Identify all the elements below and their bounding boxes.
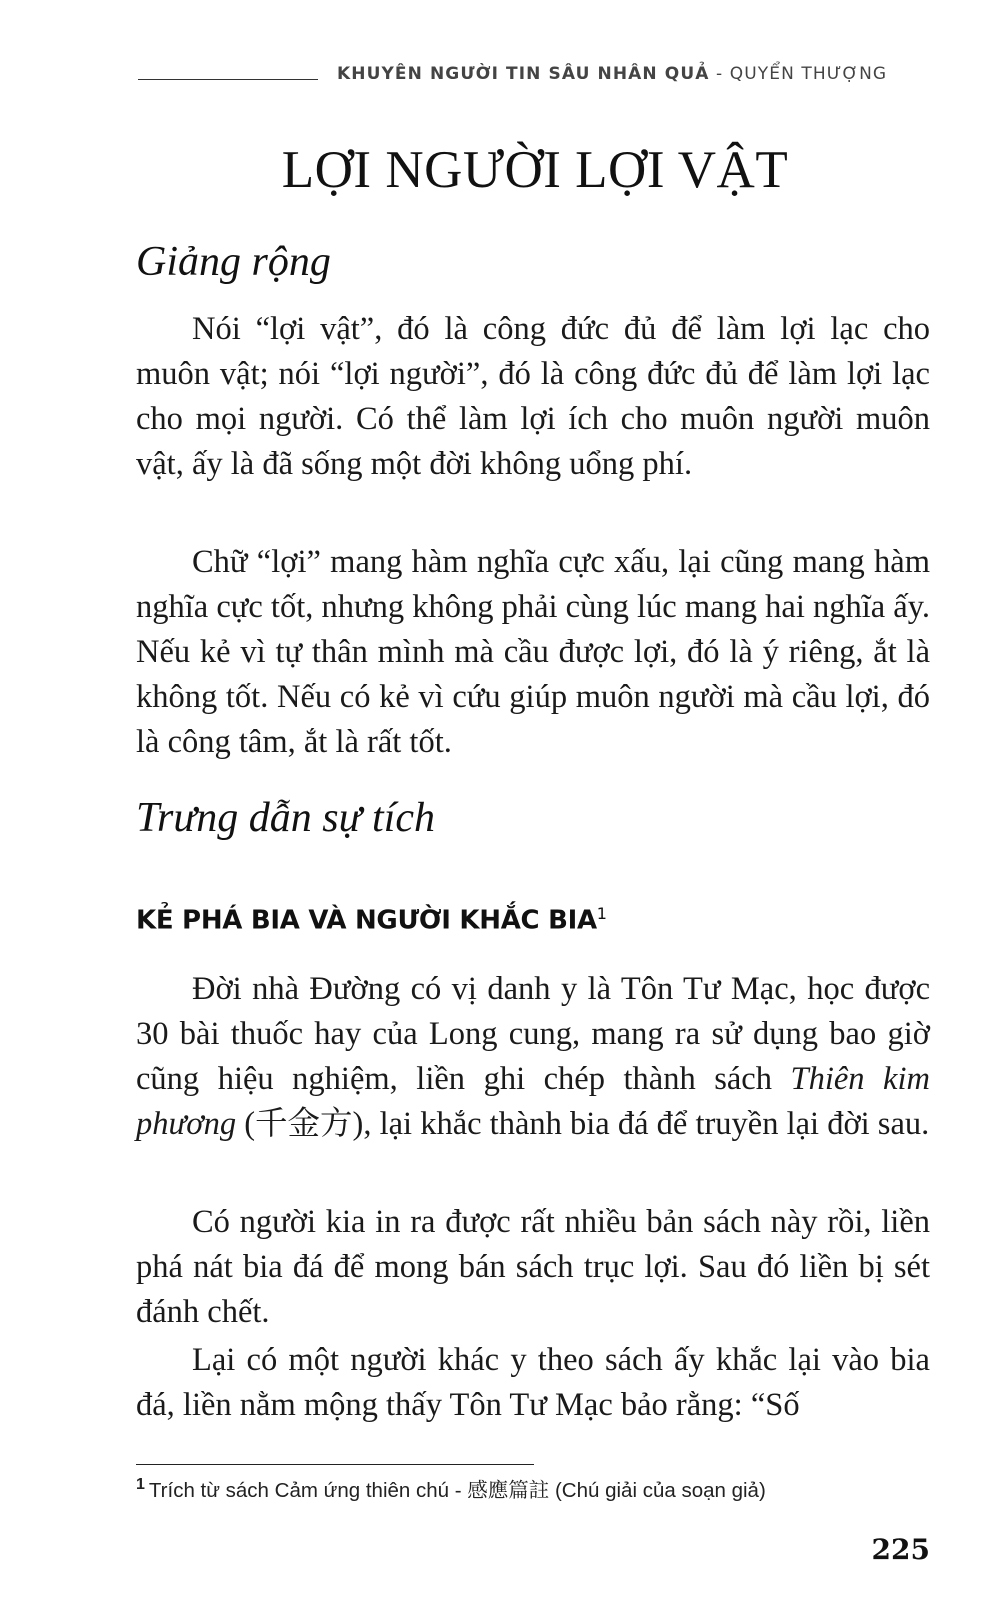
footnote-rule bbox=[136, 1464, 534, 1465]
story-paragraph-1 bbox=[136, 967, 930, 1147]
story-paragraph-3: Lại có một người khác y theo sách ấy khắc lại vào bia đá, liền nằm mộng thấy Tôn Tư Mạc bảo rằng: “Số bbox=[136, 1342, 930, 1423]
story-title bbox=[136, 904, 607, 936]
commentary-paragraph-2: Chữ “lợi” mang hàm nghĩa cực xấu, lại cũng mang hàm nghĩa cực tốt, nhưng không phải cùng lúc mang hai nghĩa ấy. Nếu kẻ vì tự thân mình mà cầu được lợi, đó là ý riêng, ắt là không tốt. Nếu có kẻ vì cứu giúp muôn người mà cầu lợi, đó là công tâm, ắt là rất tốt. bbox=[136, 544, 930, 760]
running-head-book-title: KHUYÊN NGƯỜI TIN SÂU NHÂN QUẢ bbox=[337, 64, 710, 84]
chapter-title: LỢI NGƯỜI LỢI VẬT bbox=[281, 141, 789, 199]
header-rule bbox=[138, 79, 318, 80]
story-paragraph-1-text-b: (千金方), lại khắc thành bia đá để truyền lại đời sau. bbox=[236, 1106, 930, 1142]
story-paragraph-2: Có người kia in ra được rất nhiều bản sách này rồi, liền phá nát bia đá để mong bán sách trục lợi. Sau đó liền bị sét đánh chết. bbox=[136, 1204, 930, 1330]
running-head bbox=[337, 64, 930, 84]
book-title-italic: Thiên kim phương bbox=[136, 1061, 930, 1142]
page-number: 225 bbox=[871, 1533, 930, 1566]
footnote-mark: 1 bbox=[136, 1476, 145, 1494]
running-head-separator: - bbox=[709, 64, 730, 84]
section-heading-stories: Trưng dẫn sự tích bbox=[136, 795, 436, 841]
footnote-reference: 1 bbox=[596, 904, 607, 923]
running-head-volume: QUYỂN THƯỢNG bbox=[729, 64, 888, 84]
footnote-text: Trích từ sách Cảm ứng thiên chú - 感應篇註 (Chú giải của soạn giả) bbox=[148, 1479, 766, 1502]
story-paragraph-1-text-a: Đời nhà Đường có vị danh y là Tôn Tư Mạc, học được 30 bài thuốc hay của Long cung, mang ra sử dụng bao giờ cũng hiệu nghiệm, liền ghi chép thành sách bbox=[136, 971, 930, 1097]
section-heading-commentary: Giảng rộng bbox=[136, 239, 331, 285]
footnote bbox=[136, 1473, 936, 1503]
commentary-paragraph-1: Nói “lợi vật”, đó là công đức đủ để làm lợi lạc cho muôn vật; nói “lợi người”, đó là công đức đủ để làm lợi lạc cho mọi người. Có thể làm lợi ích cho muôn người muôn vật, ấy là đã sống một đời không uổng phí. bbox=[136, 311, 930, 482]
story-title-text: KẺ PHÁ BIA VÀ NGƯỜI KHẮC BIA bbox=[136, 905, 597, 936]
